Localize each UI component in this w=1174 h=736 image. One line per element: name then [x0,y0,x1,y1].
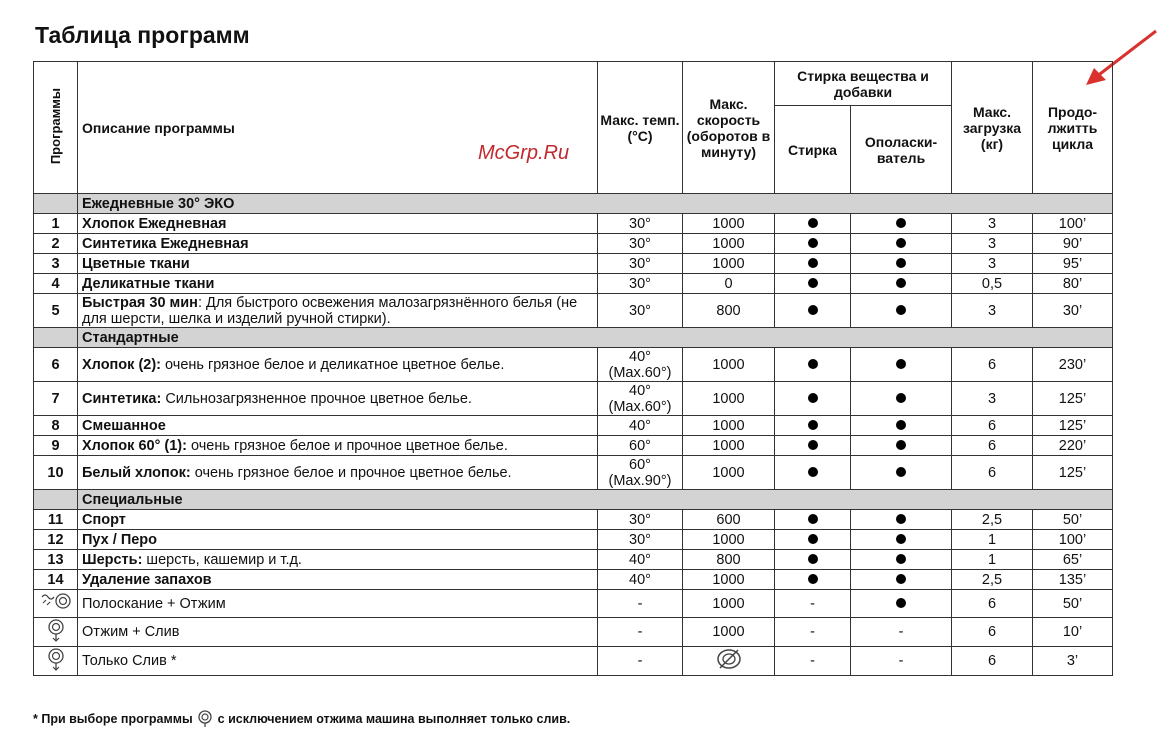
load-cell: 0,5 [952,274,1033,294]
description-header: Описание программы [78,62,598,194]
page-title: Таблица программ [35,22,250,48]
softener-cell [851,234,952,254]
check-dot-icon [896,598,906,608]
program-description [78,590,598,618]
program-description [78,618,598,647]
section-row [34,490,1113,510]
softener-cell [851,254,952,274]
wash-cell [775,456,851,490]
table-row [34,456,1113,490]
program-number: 6 [34,348,78,382]
speed-cell: 1000 [683,618,775,647]
table-row [34,618,1113,647]
softener-cell [851,214,952,234]
wash-cell: - [775,590,851,618]
section-title: Ежедневные 30° ЭКО [78,194,1113,214]
table-row [34,274,1113,294]
load-cell: 3 [952,214,1033,234]
softener-cell [851,436,952,456]
load-cell: 6 [952,618,1033,647]
table-row [34,348,1113,382]
temp-cell: 30° [598,530,683,550]
wash-cell [775,234,851,254]
speed-cell: 0 [683,274,775,294]
program-number: 10 [34,456,78,490]
load-cell: 6 [952,590,1033,618]
program-details: Сильнозагрязненное прочное цветное белье. [161,390,472,407]
program-icon-cell [34,618,78,647]
check-dot-icon [808,305,818,315]
program-name: Цветные ткани [82,255,190,272]
spin-drain-icon [45,618,67,646]
program-description [78,234,598,254]
rinse-spin-icon [40,591,72,617]
section-title: Специальные [78,490,1113,510]
check-dot-icon [896,258,906,268]
program-description [78,550,598,570]
program-name: Смешанное [82,417,166,434]
program-number: 1 [34,214,78,234]
program-number: 8 [34,416,78,436]
check-dot-icon [896,534,906,544]
duration-cell: 100’ [1033,530,1113,550]
section-row [34,328,1113,348]
program-number: 7 [34,382,78,416]
duration-cell: 135’ [1033,570,1113,590]
load-cell: 6 [952,348,1033,382]
duration-cell: 125’ [1033,416,1113,436]
softener-cell [851,294,952,328]
duration-cell: 95’ [1033,254,1113,274]
temp-cell: 40° (Max.60°) [598,348,683,382]
program-number: 13 [34,550,78,570]
speed-cell: 1000 [683,436,775,456]
check-dot-icon [896,393,906,403]
drain-icon [45,647,67,675]
duration-cell: 80’ [1033,274,1113,294]
program-name: Синтетика: [82,390,162,407]
table-row [34,530,1113,550]
program-description [78,294,598,328]
program-number: 11 [34,510,78,530]
wash-cell [775,416,851,436]
speed-cell: 1000 [683,416,775,436]
program-name: Быстрая 30 мин [82,294,198,311]
check-dot-icon [808,514,818,524]
wash-cell: - [775,618,851,647]
check-dot-icon [808,420,818,430]
duration-cell: 65’ [1033,550,1113,570]
speed-cell: 1000 [683,214,775,234]
speed-cell: 1000 [683,530,775,550]
temp-cell: 60° (Max.90°) [598,456,683,490]
check-dot-icon [896,359,906,369]
speed-cell: 1000 [683,348,775,382]
check-dot-icon [808,218,818,228]
program-description [78,274,598,294]
check-dot-icon [808,393,818,403]
max-temp-header: Макс. темп. (°C) [598,62,683,194]
duration-cell: 90’ [1033,234,1113,254]
program-name: Синтетика Ежедневная [82,235,249,252]
check-dot-icon [808,440,818,450]
duration-cell: 30’ [1033,294,1113,328]
check-dot-icon [896,420,906,430]
program-description [78,570,598,590]
temp-cell: - [598,647,683,676]
program-description [78,647,598,676]
check-dot-icon [808,258,818,268]
temp-cell: 40° [598,570,683,590]
check-dot-icon [808,278,818,288]
load-cell: 3 [952,294,1033,328]
check-dot-icon [896,467,906,477]
program-number: 14 [34,570,78,590]
program-name: Пух / Перо [82,531,158,548]
table-row [34,570,1113,590]
table-row [34,436,1113,456]
speed-cell: 600 [683,510,775,530]
duration-cell: 230’ [1033,348,1113,382]
softener-cell: - [851,618,952,647]
program-description [78,382,598,416]
softener-cell [851,416,952,436]
check-dot-icon [896,554,906,564]
programs-header: Программы [34,62,78,194]
program-name: Деликатные ткани [82,275,215,292]
program-details: очень грязное белое и прочное цветное белье. [190,464,512,481]
program-details: : Для быстрого освежения малозагрязнённого белья (не для шерсти, шелка и изделий ручной стирки). [82,294,578,327]
softener-cell [851,570,952,590]
temp-cell: 40° [598,550,683,570]
watermark: McGrp.Ru [478,142,570,164]
program-details: очень грязное белое и деликатное цветное белье. [161,356,505,373]
temp-cell: 30° [598,274,683,294]
table-row [34,647,1113,676]
program-description [78,530,598,550]
softener-header: Ополаски-ватель [851,106,952,194]
max-load-header: Макс. загрузка (кг) [952,62,1033,194]
temp-cell: 30° [598,214,683,234]
max-speed-header: Макс. скорость (оборотов в минуту) [683,62,775,194]
program-description [78,416,598,436]
check-dot-icon [896,440,906,450]
duration-cell: 3’ [1033,647,1113,676]
table-row [34,510,1113,530]
wash-cell [775,570,851,590]
program-icon-cell [34,647,78,676]
speed-cell: 1000 [683,570,775,590]
section-spacer [34,194,78,214]
section-spacer [34,328,78,348]
wash-cell [775,436,851,456]
check-dot-icon [808,554,818,564]
check-dot-icon [896,574,906,584]
program-icon-cell [34,590,78,618]
wash-header: Стирка [775,106,851,194]
wash-cell [775,530,851,550]
program-description [78,214,598,234]
program-name: Удаление запахов [82,571,212,588]
speed-cell: 1000 [683,590,775,618]
load-cell: 6 [952,416,1033,436]
temp-cell: 40° (Max.60°) [598,382,683,416]
check-dot-icon [896,514,906,524]
temp-cell: 60° [598,436,683,456]
check-dot-icon [808,467,818,477]
duration-header: Продо-лжитть цикла [1033,62,1113,194]
softener-cell [851,382,952,416]
program-details: шерсть, кашемир и т.д. [142,551,302,568]
temp-cell: - [598,590,683,618]
table-row [34,254,1113,274]
check-dot-icon [896,218,906,228]
program-name: Хлопок 60° (1): [82,437,187,454]
speed-cell: 1000 [683,456,775,490]
program-number: 3 [34,254,78,274]
temp-cell: - [598,618,683,647]
speed-cell: 1000 [683,382,775,416]
check-dot-icon [808,534,818,544]
footnote: * При выборе программы с исключением отжима машина выполняет только слив. [33,709,570,730]
program-description [78,510,598,530]
load-cell: 3 [952,234,1033,254]
temp-cell: 30° [598,294,683,328]
program-name: Белый хлопок: [82,464,191,481]
load-cell: 3 [952,254,1033,274]
temp-cell: 30° [598,510,683,530]
check-dot-icon [896,305,906,315]
program-number: 2 [34,234,78,254]
temp-cell: 30° [598,254,683,274]
speed-cell: 800 [683,550,775,570]
temp-cell: 30° [598,234,683,254]
duration-cell: 10’ [1033,618,1113,647]
softener-cell [851,530,952,550]
wash-cell [775,214,851,234]
program-description [78,254,598,274]
table-row [34,214,1113,234]
section-title: Стандартные [78,328,1113,348]
softener-cell [851,590,952,618]
program-details: Только Слив * [82,653,177,669]
check-dot-icon [808,238,818,248]
program-number: 5 [34,294,78,328]
program-number: 9 [34,436,78,456]
load-cell: 1 [952,550,1033,570]
softener-cell [851,456,952,490]
duration-cell: 50’ [1033,510,1113,530]
section-spacer [34,490,78,510]
wash-cell [775,294,851,328]
program-number: 12 [34,530,78,550]
load-cell: 2,5 [952,570,1033,590]
drain-icon [196,709,214,730]
program-number: 4 [34,274,78,294]
softener-cell [851,510,952,530]
speed-cell: 1000 [683,254,775,274]
table-row [34,550,1113,570]
program-description [78,348,598,382]
program-details: очень грязное белое и прочное цветное белье. [186,437,508,454]
program-name: Хлопок Ежедневная [82,215,227,232]
program-name: Спорт [82,511,126,528]
check-dot-icon [808,574,818,584]
speed-cell: 800 [683,294,775,328]
no-spin-icon [716,648,742,674]
load-cell: 6 [952,647,1033,676]
program-details: Полоскание + Отжим [82,595,226,612]
load-cell: 6 [952,436,1033,456]
wash-cell [775,382,851,416]
speed-cell [683,647,775,676]
table-row [34,382,1113,416]
softener-cell [851,348,952,382]
table-row [34,234,1113,254]
wash-cell [775,348,851,382]
wash-cell [775,510,851,530]
wash-cell [775,274,851,294]
table-row [34,416,1113,436]
program-details: Отжим + Слив [82,624,180,640]
wash-cell [775,254,851,274]
program-name: Шерсть: [82,551,143,568]
load-cell: 6 [952,456,1033,490]
section-row [34,194,1113,214]
speed-cell: 1000 [683,234,775,254]
softener-cell [851,550,952,570]
table-row [34,590,1113,618]
wash-cell: - [775,647,851,676]
softener-cell [851,274,952,294]
duration-cell: 125’ [1033,382,1113,416]
programs-table [33,61,1113,676]
load-cell: 2,5 [952,510,1033,530]
duration-cell: 125’ [1033,456,1113,490]
duration-cell: 50’ [1033,590,1113,618]
program-description [78,456,598,490]
check-dot-icon [896,278,906,288]
check-dot-icon [896,238,906,248]
temp-cell: 40° [598,416,683,436]
softener-cell: - [851,647,952,676]
detergent-header: Стирка вещества и добавки [775,62,952,106]
program-description [78,436,598,456]
check-dot-icon [808,359,818,369]
load-cell: 3 [952,382,1033,416]
duration-cell: 100’ [1033,214,1113,234]
duration-cell: 220’ [1033,436,1113,456]
table-row [34,294,1113,328]
wash-cell [775,550,851,570]
program-name: Хлопок (2): [82,356,161,373]
load-cell: 1 [952,530,1033,550]
